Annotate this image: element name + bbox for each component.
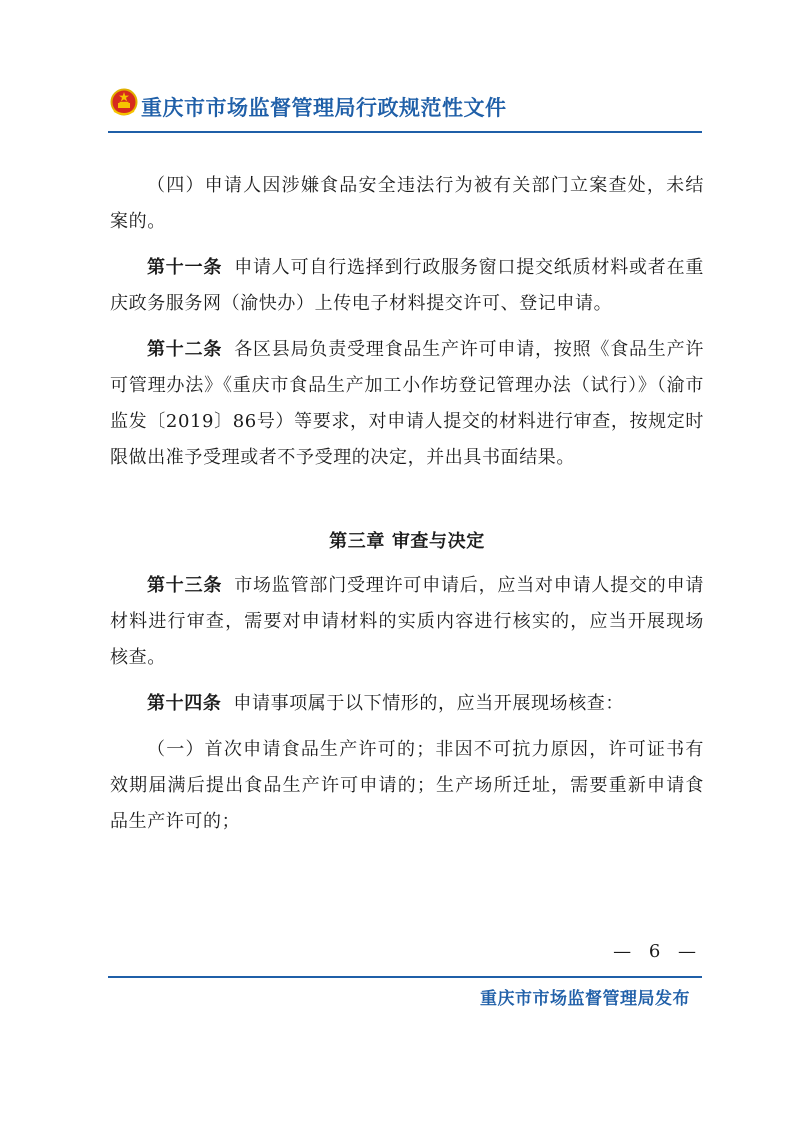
- clause-4-text: （四）申请人因涉嫌食品安全违法行为被有关部门立案查处，未结案的。: [110, 175, 704, 232]
- header-divider: [108, 131, 702, 133]
- article-13: [110, 568, 704, 676]
- article-11: [110, 250, 704, 322]
- publisher-footer: 重庆市市场监督管理局发布: [480, 989, 690, 1009]
- chapter-heading: 第三章 审查与决定: [329, 531, 485, 552]
- article-12-text: 各区县局负责受理食品生产许可申请，按照《食品生产许可管理办法》《重庆市食品生产加工小作坊登记管理办法（试行）》（渝市监发〔2019〕86号）等要求，对申请人提交的材料进行审查，按规定时限做出准予受理或者不予受理的决定，并出具书面结果。: [110, 339, 704, 468]
- document-body: [110, 168, 704, 850]
- article-11-text: 申请人可自行选择到行政服务窗口提交纸质材料或者在重庆政务服务网（渝快办）上传电子材料提交许可、登记申请。: [110, 257, 704, 314]
- clause-1-paragraph: [110, 732, 704, 840]
- footer-divider: [108, 976, 702, 978]
- article-13-title: 第十三条: [147, 575, 223, 596]
- article-11-title: 第十一条: [147, 257, 223, 278]
- article-14-title: 第十四条: [147, 693, 222, 714]
- document-header: [108, 88, 702, 132]
- clause-1-text: （一）首次申请食品生产许可的；非因不可抗力原因，许可证书有效期届满后提出食品生产许可申请的；生产场所迁址，需要重新申请食品生产许可的；: [110, 739, 704, 832]
- article-12-title: 第十二条: [147, 339, 223, 360]
- national-emblem-icon: [110, 88, 138, 118]
- page-number: — 6 —: [613, 941, 702, 962]
- article-13-text: 市场监管部门受理许可申请后，应当对申请人提交的申请材料进行审查，需要对申请材料的实质内容进行核实的，应当开展现场核查。: [110, 575, 704, 668]
- clause-4-paragraph: [110, 168, 704, 240]
- article-12: [110, 332, 704, 476]
- article-14: [110, 686, 704, 722]
- header-title: 重庆市市场监督管理局行政规范性文件: [141, 96, 507, 120]
- article-14-text: 申请事项属于以下情形的，应当开展现场核查：: [233, 693, 625, 714]
